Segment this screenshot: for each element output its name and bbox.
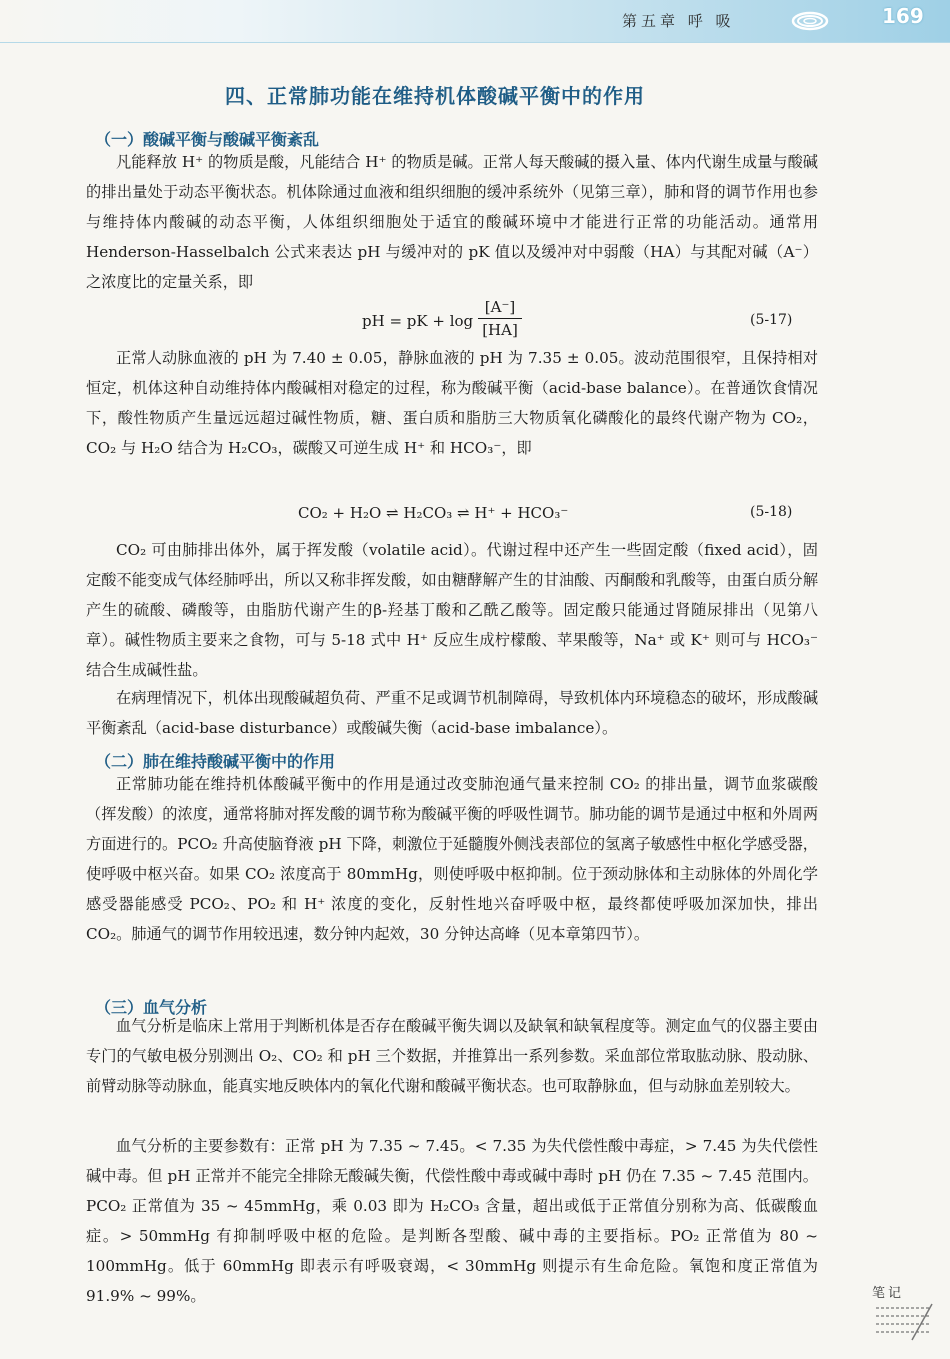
equation-fraction bbox=[478, 298, 522, 339]
equation-5-17 bbox=[0, 298, 950, 348]
swirl-logo-icon bbox=[790, 2, 830, 40]
paragraph: 在病理情况下，机体出现酸碱超负荷、严重不足或调节机制障碍，导致机体内环境稳态的破坏，形成酸碱平衡紊乱（acid-base disturbance）或酸碱失衡（acid-base imbalance）。 bbox=[86, 689, 818, 737]
fraction-denominator: [HA] bbox=[482, 321, 518, 339]
section-heading: （二）肺在维持酸碱平衡中的作用 bbox=[95, 752, 336, 771]
paragraph: 血气分析是临床上常用于判断机体是否存在酸碱平衡失调以及缺氧和缺氧程度等。测定血气的仪器主要由专门的气敏电极分别测出 O₂、CO₂ 和 pH 三个数据，并推算出一系列参数。采血部位常取肱动脉、股动脉、前臂动脉等动脉血，能真实地反映体内的氧化代谢和酸碱平衡状态。也可取静脉血，但与动脉血差别较大。 bbox=[86, 1017, 818, 1095]
note-lines-icon bbox=[872, 1302, 934, 1342]
paragraph: CO₂ 可由肺排出体外，属于挥发酸（volatile acid）。代谢过程中还产生一些固定酸（fixed acid），固定酸不能变成气体经肺呼出，所以又称非挥发酸，如由糖酵解产生的甘油酸、丙酮酸和乳酸等，由蛋白质分解产生的硫酸、磷酸等，由脂肪代谢产生的β-羟基丁酸和乙酰乙酸等。固定酸只能通过肾随尿排出（见第八章）。碱性物质主要来之食物，可与 5-18 式中 H⁺ 反应生成柠檬酸、苹果酸等，Na⁺ 或 K⁺ 则可与 HCO₃⁻ 结合生成碱性盐。 bbox=[86, 541, 818, 679]
equation-lhs: pH = pK + log bbox=[362, 312, 474, 330]
equation-number: (5-17) bbox=[750, 312, 793, 328]
page-number: 169 bbox=[882, 4, 924, 28]
notes-label: 笔记 bbox=[872, 1286, 905, 1301]
page-title: 四、正常肺功能在维持机体酸碱平衡中的作用 bbox=[225, 84, 645, 108]
section-heading: （一）酸碱平衡与酸碱平衡紊乱 bbox=[95, 130, 320, 149]
equation-number: (5-18) bbox=[750, 504, 793, 520]
paragraph: 血气分析的主要参数有：正常 pH 为 7.35 ~ 7.45。< 7.35 为失代偿性酸中毒症，> 7.45 为失代偿性碱中毒。但 pH 正常并不能完全排除无酸碱失衡，代偿性酸中毒或碱中毒时 pH 仍在 7.35 ~ 7.45 范围内。PCO₂ 正常值为 35 ~ 45mmHg，乘 0.03 即为 H₂CO₃ 含量，超出或低于正常值分别称为高、低碳酸血症。> 50mmHg 有抑制呼吸中枢的危险。是判断各型酸、碱中毒的主要指标。PO₂ 正常值为 80 ~ 100mmHg。低于 60mmHg 即表示有呼吸衰竭，< 30mmHg 则提示有生命危险。氧饱和度正常值为 91.9% ~ 99%。 bbox=[86, 1137, 818, 1305]
section-heading: （三）血气分析 bbox=[95, 998, 208, 1017]
paragraph: 正常肺功能在维持机体酸碱平衡中的作用是通过改变肺泡通气量来控制 CO₂ 的排出量，调节血浆碳酸（挥发酸）的浓度，通常将肺对挥发酸的调节称为酸碱平衡的呼吸性调节。肺功能的调节是通过中枢和外周两方面进行的。PCO₂ 升高使脑脊液 pH 下降，刺激位于延髓腹外侧浅表部位的氢离子敏感性中枢化学感受器，使呼吸中枢兴奋。如果 CO₂ 浓度高于 80mmHg，则使呼吸中枢抑制。位于颈动脉体和主动脉体的外周化学感受器能感受 PCO₂、PO₂ 和 H⁺ 浓度的变化，反射性地兴奋呼吸中枢，最终都使呼吸加深加快，排出 CO₂。肺通气的调节作用较迅速，数分钟内起效，30 分钟达高峰（见本章第四节）。 bbox=[86, 775, 818, 943]
chapter-label: 第五章 呼 吸 bbox=[622, 12, 735, 30]
paragraph: 凡能释放 H⁺ 的物质是酸，凡能结合 H⁺ 的物质是碱。正常人每天酸碱的摄入量、体内代谢生成量与酸碱的排出量处于动态平衡状态。机体除通过血液和组织细胞的缓冲系统外（见第三章），肺和肾的调节作用也参与维持体内酸碱的动态平衡，人体组织细胞处于适宜的酸碱环境中才能进行正常的功能活动。通常用 Henderson-Hasselbalch 公式来表达 pH 与缓冲对的 pK 值以及缓冲对中弱酸（HA）与其配对碱（A⁻）之浓度比的定量关系，即 bbox=[86, 153, 818, 291]
header-divider bbox=[0, 42, 950, 43]
equation-body: CO₂ + H₂O ⇌ H₂CO₃ ⇌ H⁺ + HCO₃⁻ bbox=[298, 504, 569, 522]
paragraph: 正常人动脉血液的 pH 为 7.40 ± 0.05，静脉血液的 pH 为 7.35 ± 0.05。波动范围很窄，且保持相对恒定，机体这种自动维持体内酸碱相对稳定的过程，称为酸碱平衡（acid-base balance）。在普通饮食情况下，酸性物质产生量远远超过碱性物质，糖、蛋白质和脂肪三大物质氧化磷酸化的最终代谢产物为 CO₂，CO₂ 与 H₂O 结合为 H₂CO₃，碳酸又可逆生成 H⁺ 和 HCO₃⁻，即 bbox=[86, 349, 818, 457]
fraction-numerator: [A⁻] bbox=[478, 298, 522, 319]
